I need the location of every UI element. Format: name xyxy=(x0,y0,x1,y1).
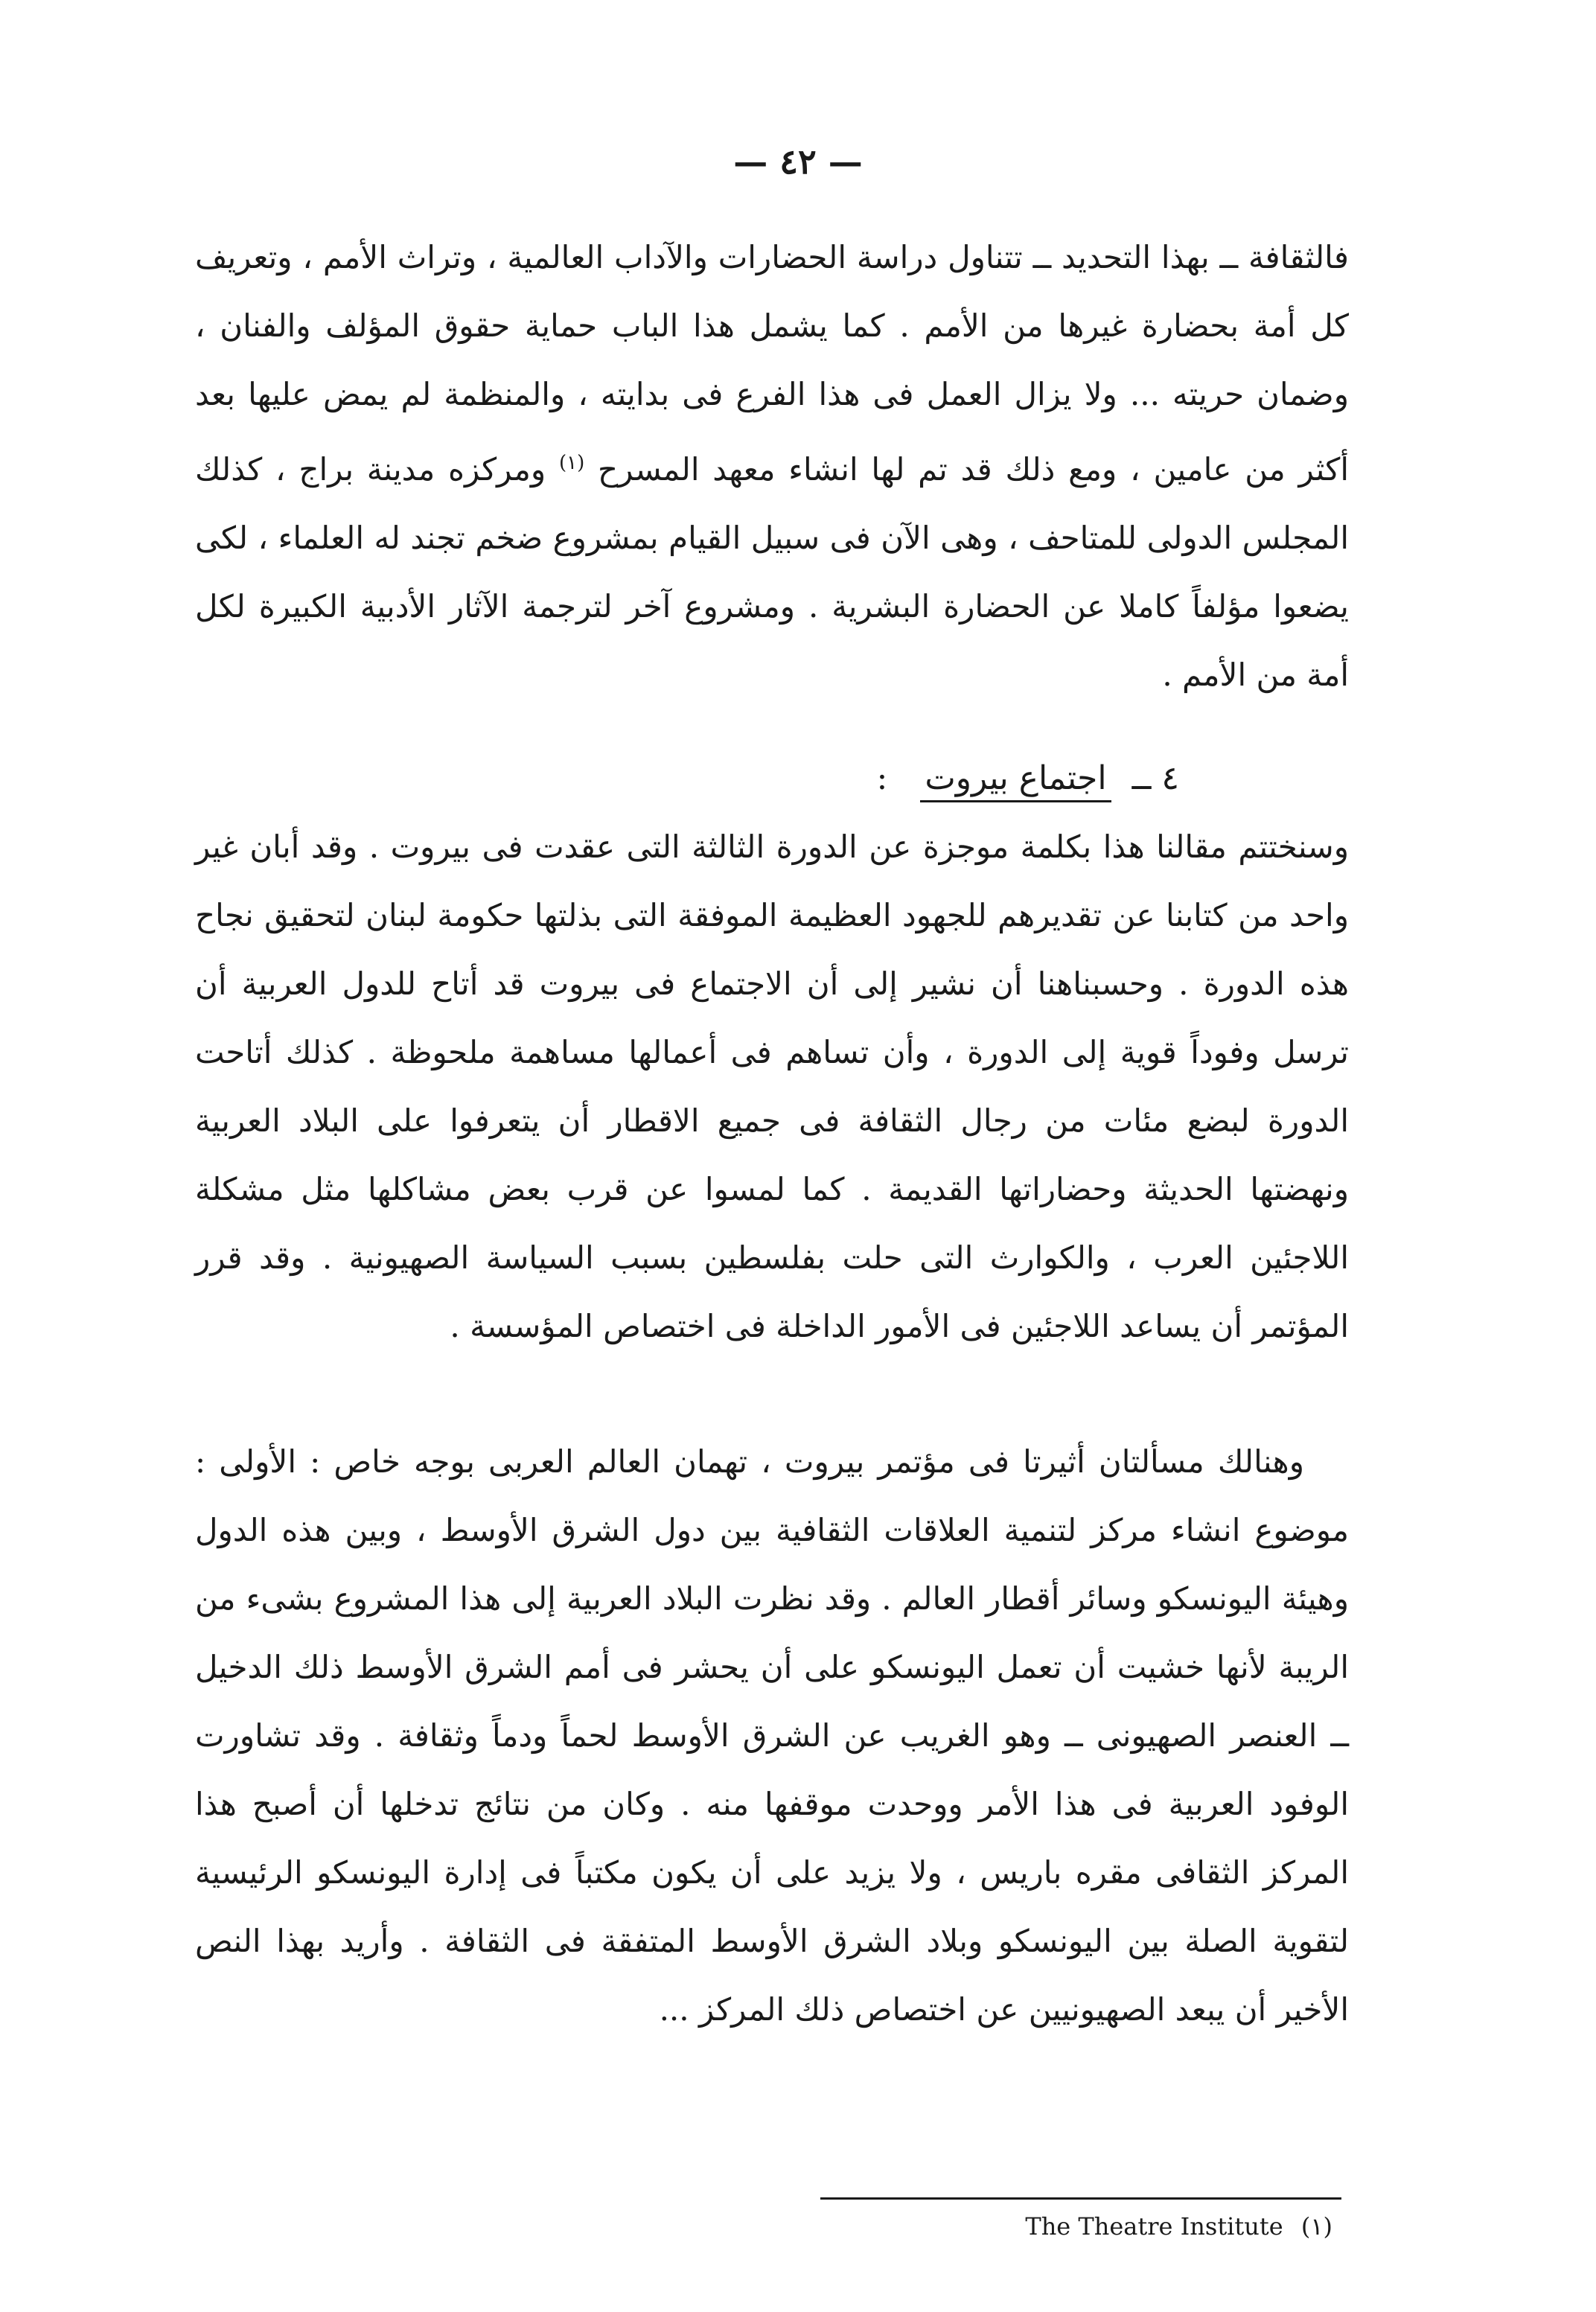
paragraph-culture xyxy=(195,223,1349,709)
paragraph-two-issues: وهنالك مسألتان أثيرتا فى مؤتمر بيروت ، تهمان العالم العربى بوجه خاص : الأولى : موضوع انشاء مركز لتنمية العلاقات الثقافية بين دول الشرق الأوسط ، وبين هذه الدول وهيئة اليونسكو وسائر أقطار العالم . وقد نظرت البلاد العربية إلى هذا المشروع بشىء من الريبة لأنها خشيت أن تعمل اليونسكو على أن يحشر فى أمم الشرق الأوسط ذلك الدخيل ــ العنصر الصهيونى ــ وهو الغريب عن الشرق الأوسط لحماً ودماً وثقافة . وقد تشاورت الوفود العربية فى هذا الأمر ووحدت موقفها منه . وكان من نتائج تدخلها أن أصبح هذا المركز الثقافى مقره باريس ، ولا يزيد على أن يكون مكتباً فى إدارة اليونسكو الرئيسية لتقوية الصلة بين اليونسكو وبلاد الشرق الأوسط المتفقة فى الثقافة . وأريد بهذا النص الأخير أن يبعد الصهيونيين عن اختصاص ذلك المركز ... xyxy=(195,1443,1349,2028)
section-title: اجتماع بيروت xyxy=(920,757,1111,802)
footnote xyxy=(945,2212,1332,2241)
section-heading xyxy=(876,744,1179,813)
paragraph-culture-text-a: فالثقافة ــ بهذا التحديد ــ تتناول دراسة الحضارات والآداب العالمية ، وتراث الأمم ، وتعريف كل أمة بحضارة غيرها من الأمم . كما يشمل هذا الباب حماية حقوق المؤلف والفنان ، وضمان حريته ... ولا يزال العمل فى هذا الفرع فى بدايته ، والمنظمة لم يمض عليها بعد أكثر من عامين ، ومع ذلك قد تم لها انشاء معهد المسرح xyxy=(195,239,1349,488)
paragraph-beirut-meeting: وسنختتم مقالنا هذا بكلمة موجزة عن الدورة الثالثة التى عقدت فى بيروت . وقد أبان غير واحد من كتابنا عن تقديرهم للجهود العظيمة الموفقة التى بذلتها حكومة لبنان لتحقيق نجاح هذه الدورة . وحسبناهنا أن نشير إلى أن الاجتماع فى بيروت قد أتاح للدول العربية أن ترسل وفوداً قوية إلى الدورة ، وأن تساهم فى أعمالها مساهمة ملحوظة . كذلك أتاحت الدورة لبضع مئات من رجال الثقافة فى جميع الاقطار أن يتعرفوا على البلاد العربية ونهضتها الحديثة وحضاراتها القديمة . كما لمسوا عن قرب بعض مشاكلها مثل مشكلة اللاجئين العرب ، والكوارث التى حلت بفلسطين بسبب السياسة الصهيونية . وقد قرر المؤتمر أن يساعد اللاجئين فى الأمور الداخلة فى اختصاص المؤسسة . xyxy=(195,828,1349,1344)
footnote-reference: (١) xyxy=(558,452,585,474)
paragraph-culture-text-b: ومركزه مدينة براج ، كذلك المجلس الدولى للمتاحف ، وهى الآن فى سبيل القيام بمشروع ضخم تجند له العلماء ، لكى يضعوا مؤلفاً كاملا عن الحضارة البشرية . ومشروع آخر لترجمة الآثار الأدبية الكبيرة لكل أمة من الأمم . xyxy=(195,451,1349,693)
footnote-text: The Theatre Institute xyxy=(1025,2212,1283,2241)
section-number: ٤ ــ xyxy=(1131,759,1179,797)
footnote-divider xyxy=(820,2197,1341,2200)
footnote-marker: (١) xyxy=(1300,2212,1332,2241)
page-number: — ٤٢ — xyxy=(733,141,863,182)
section-colon: : xyxy=(876,759,888,797)
